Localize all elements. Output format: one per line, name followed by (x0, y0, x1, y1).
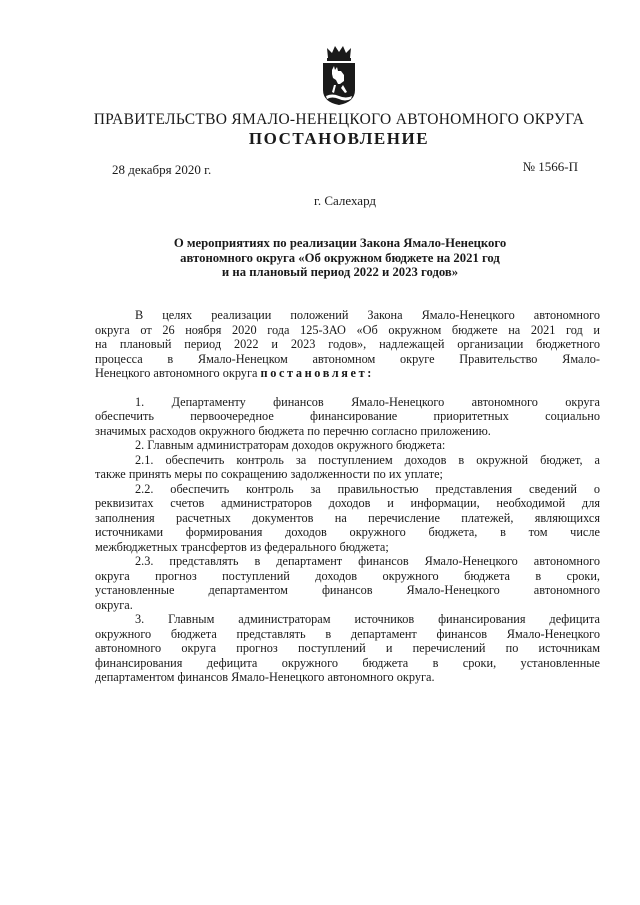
text-line: также принять меры по сокращению задолженности по их уплате; (95, 467, 443, 481)
text-line: финансирования дефицита окружного бюджета в сроки, установленные (95, 655, 600, 670)
text-line: округа от 26 ноября 2020 года 125-ЗАО «Об окружном бюджете на 2021 год и (95, 322, 600, 337)
title-line: и на плановый период 2022 и 2023 годов» (221, 265, 459, 279)
text-line: заполнения расчетных документов на перечисление платежей, являющихся (95, 510, 600, 525)
item-3 (95, 612, 600, 685)
text-line: 2. Главным администраторам доходов окружного бюджета: (135, 438, 446, 452)
text-line: 2.2. обеспечить контроль за правильностью представления сведений о (135, 481, 600, 496)
title-line: О мероприятиях по реализации Закона Ямало-Ненецкого (173, 236, 507, 250)
text-line: округа. (95, 597, 133, 612)
coat-of-arms-icon (319, 44, 359, 106)
item-2-1 (95, 453, 600, 482)
document-type: ПОСТАНОВЛЕНИЕ (248, 129, 430, 148)
text-line: значимых расходов окружного бюджета по перечню согласно приложению. (95, 423, 491, 438)
intro-paragraph (95, 308, 600, 381)
text-line: процесса в Ямало-Ненецком автономном округе Правительство Ямало- (95, 351, 600, 366)
document-body (95, 308, 600, 685)
title-line: автономного округа «Об окружном бюджете на 2021 год (180, 250, 500, 265)
text-line: источниками формирования доходов окружного бюджета, в том числе (95, 525, 600, 539)
text-line: реквизитах счетов администраторов доходов и информации, необходимой для (95, 496, 600, 510)
document-city: г. Салехард (313, 193, 377, 208)
text-line: В целях реализации положений Закона Ямало-Ненецкого автономного (135, 308, 600, 322)
text-line: на плановый период 2022 и 2023 годов», надлежащей организации бюджетного (95, 337, 600, 351)
document-number: № 1566-П (522, 159, 578, 174)
text-line: автономного округа прогноз поступлений и перечислений по источникам (95, 641, 600, 655)
text-line: 2.3. представлять в департамент финансов Ямало-Ненецкого автономного (135, 554, 600, 568)
document-date: 28 декабря 2020 г. (112, 162, 212, 177)
text-line: 2.1. обеспечить контроль за поступлением доходов в окружной бюджет, а (135, 452, 600, 467)
text-line: установленные департаментом финансов Ямало-Ненецкого автономного (95, 583, 600, 597)
text-fragment: Ненецкого автономного округа (95, 366, 258, 380)
item-2-2 (95, 482, 600, 555)
text-line: окружного бюджета представлять в департамент финансов Ямало-Ненецкого (95, 626, 600, 641)
text-line: обеспечить первоочередное финансирование приоритетных социально (95, 409, 600, 423)
item-2-3 (95, 554, 600, 612)
text-line: департаментом финансов Ямало-Ненецкого автономного округа. (95, 670, 435, 684)
text-line: межбюджетных трансфертов из федерального бюджета; (95, 539, 389, 554)
government-name: ПРАВИТЕЛЬСТВО ЯМАЛО-НЕНЕЦКОГО АВТОНОМНОГО ОКРУГА (93, 111, 585, 128)
text-line (95, 366, 600, 381)
document-title (130, 236, 550, 280)
resolves-word: постановляет: (260, 366, 374, 380)
text-line: 1. Департаменту финансов Ямало-Ненецкого автономного округа (135, 394, 600, 409)
item-1 (95, 395, 600, 439)
item-2 (95, 438, 600, 453)
text-line: округа прогноз поступлений доходов окружного бюджета в сроки, (95, 568, 600, 583)
text-line: 3. Главным администраторам источников финансирования дефицита (135, 612, 600, 626)
